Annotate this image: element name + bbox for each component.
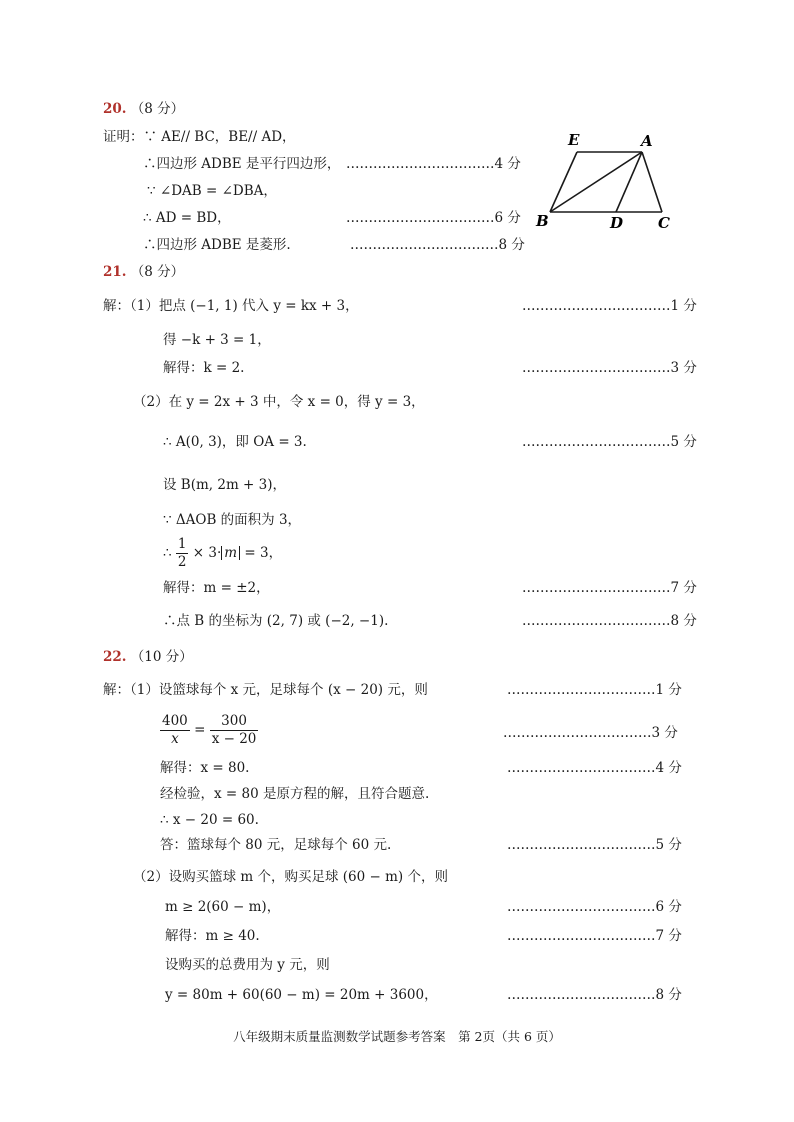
q22-points-5: ……………………………6 分 bbox=[507, 899, 682, 915]
q21-points-1: ……………………………1 分 bbox=[522, 298, 697, 314]
q21-points-3: ……………………………5 分 bbox=[522, 434, 697, 450]
q22-line-9: 解得：m ≥ 40. bbox=[165, 928, 260, 944]
q20-score: （8 分） bbox=[130, 101, 185, 117]
q21-score: （8 分） bbox=[130, 264, 185, 280]
q22-line-3: 解得：x = 80. bbox=[160, 760, 250, 776]
page-footer: 八年级期末质量监测数学试题参考答案 第 2页（共 6 页） bbox=[233, 1029, 561, 1044]
q22-fraction-football bbox=[210, 713, 259, 748]
q21-line-1: 解：（1）把点 (−1, 1) 代入 y = kx + 3， bbox=[103, 298, 359, 314]
q22-fraction-basketball bbox=[160, 713, 190, 748]
q22-equals: = bbox=[194, 722, 206, 738]
q20-points-2: ……………………………6 分 bbox=[346, 210, 521, 226]
q22-line-5: ∴ x − 20 = 60. bbox=[160, 812, 259, 828]
q21-line-2: 得 −k + 3 = 1， bbox=[163, 332, 271, 348]
q21-header bbox=[103, 263, 184, 281]
q21-therefore: ∴ bbox=[163, 545, 172, 561]
q21-line-4: （2）在 y = 2x + 3 中，令 x = 0，得 y = 3， bbox=[133, 394, 425, 410]
q21-fraction-numerator: 1 bbox=[177, 536, 187, 552]
q22-line-1: 解：（1）设篮球每个 x 元，足球每个 (x − 20) 元，则 bbox=[103, 682, 428, 698]
q22-line-10: 设购买的总费用为 y 元，则 bbox=[165, 957, 330, 973]
q22-score: （10 分） bbox=[130, 649, 193, 665]
q20-points-1: ……………………………4 分 bbox=[346, 156, 521, 172]
q21-points-5: ……………………………8 分 bbox=[522, 613, 697, 629]
label-C: C bbox=[658, 214, 670, 232]
q22-points-1: ……………………………1 分 bbox=[507, 682, 682, 698]
segment-AC bbox=[642, 152, 662, 212]
q22-points-7: ……………………………8 分 bbox=[507, 987, 682, 1003]
q22-line-4: 经检验，x = 80 是原方程的解，且符合题意. bbox=[160, 786, 430, 802]
q22-equation bbox=[160, 713, 258, 748]
q21-line-6: 设 B(m, 2m + 3)， bbox=[163, 477, 287, 493]
q21-line-3: 解得：k = 2. bbox=[163, 360, 245, 376]
q21-line-5: ∴ A(0, 3)，即 OA = 3. bbox=[163, 434, 307, 450]
q22-numerator-2: 300 bbox=[210, 713, 259, 731]
label-B: B bbox=[536, 212, 549, 230]
q21-abs-m: m bbox=[221, 546, 240, 560]
q21-line-7: ∵ ΔAOB 的面积为 3， bbox=[163, 512, 302, 528]
q22-denominator-2: x − 20 bbox=[211, 731, 257, 747]
q21-line-10: ∴点 B 的坐标为 (2, 7) 或 (−2, −1). bbox=[163, 613, 389, 629]
q20-line-5: ∴四边形 ADBE 是菱形. bbox=[143, 237, 291, 253]
label-D: D bbox=[610, 214, 624, 232]
q22-points-6: ……………………………7 分 bbox=[507, 928, 682, 944]
q22-points-4: ……………………………5 分 bbox=[507, 837, 682, 853]
q20-points-3: ……………………………8 分 bbox=[350, 237, 525, 253]
q21-equals: = 3， bbox=[244, 545, 283, 561]
q21-number: 21. bbox=[103, 264, 127, 280]
q20-geometry-figure bbox=[530, 128, 680, 238]
q21-fraction-denominator: 2 bbox=[177, 554, 187, 570]
q21-points-4: ……………………………7 分 bbox=[522, 580, 697, 596]
q21-fraction-half bbox=[176, 536, 189, 571]
q22-line-6: 答：篮球每个 80 元，足球每个 60 元. bbox=[160, 837, 392, 853]
q22-header bbox=[103, 648, 193, 666]
q22-line-8: m ≥ 2(60 − m)， bbox=[165, 899, 281, 915]
label-A: A bbox=[641, 132, 653, 150]
label-E: E bbox=[568, 131, 580, 149]
q21-points-2: ……………………………3 分 bbox=[522, 360, 697, 376]
q22-denominator-1: x bbox=[171, 731, 179, 747]
q20-number: 20. bbox=[103, 101, 127, 117]
q22-numerator-1: 400 bbox=[162, 713, 188, 729]
q22-points-3: ……………………………4 分 bbox=[507, 760, 682, 776]
q22-number: 22. bbox=[103, 649, 127, 665]
q22-line-11: y = 80m + 60(60 − m) = 20m + 3600， bbox=[165, 987, 438, 1003]
q22-points-2: ……………………………3 分 bbox=[503, 725, 678, 741]
q21-area-equation bbox=[163, 536, 282, 571]
q20-header bbox=[103, 100, 184, 118]
q20-line-1: 证明：∵ AE// BC，BE// AD， bbox=[103, 129, 296, 145]
q20-line-4: ∴ AD = BD， bbox=[143, 210, 231, 226]
q20-line-3: ∵ ∠DAB = ∠DBA， bbox=[147, 183, 277, 199]
q22-line-7: （2）设购买篮球 m 个，购买足球 (60 − m) 个，则 bbox=[133, 869, 448, 885]
q21-times: × 3· bbox=[192, 545, 222, 561]
q20-line-2: ∴四边形 ADBE 是平行四边形， bbox=[143, 156, 341, 172]
q21-line-9: 解得：m = ±2， bbox=[163, 580, 270, 596]
